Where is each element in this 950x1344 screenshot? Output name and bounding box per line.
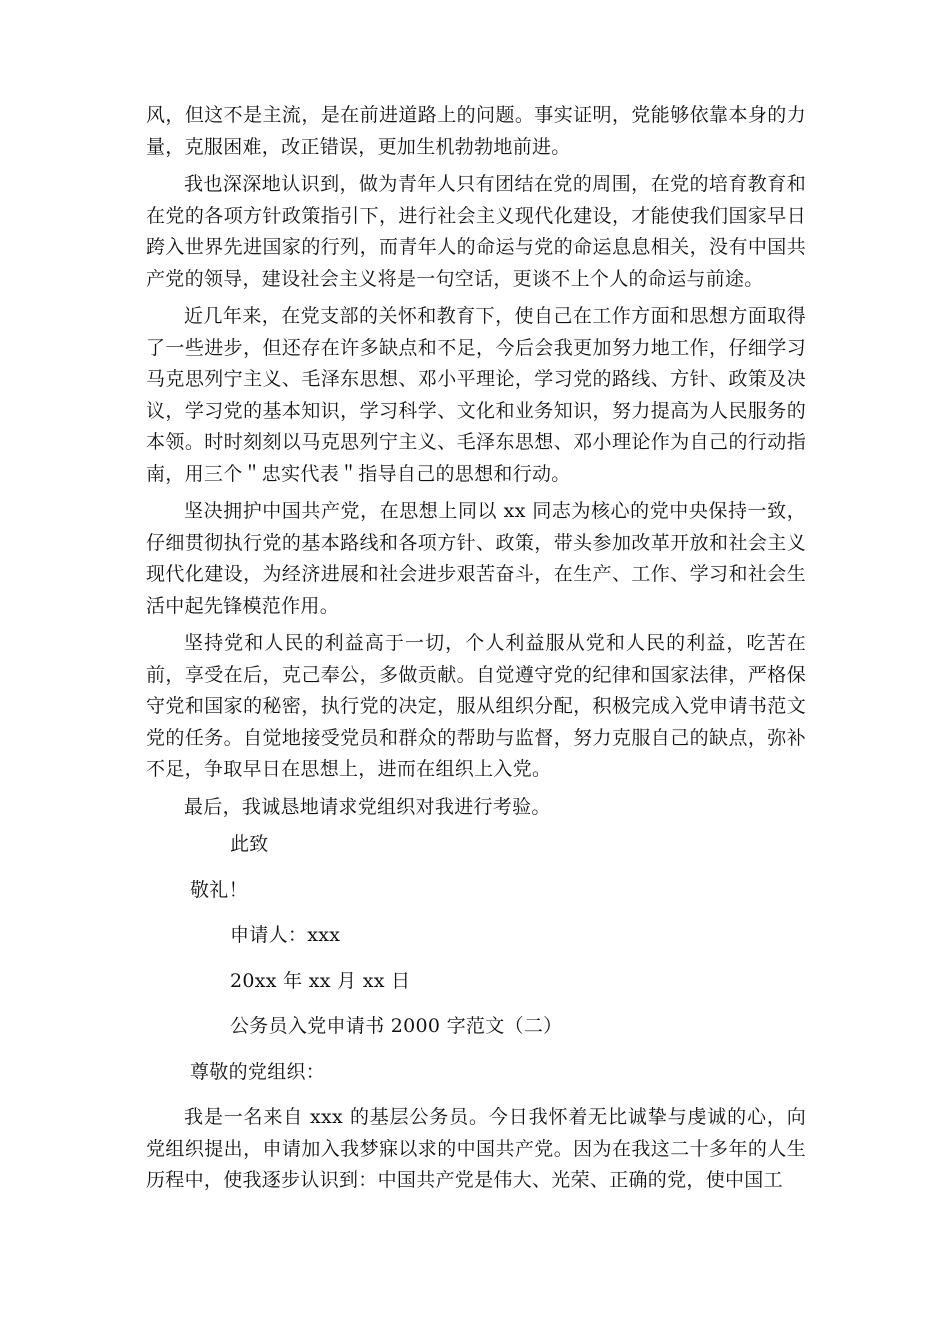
- paragraph: 坚决拥护中国共产党，在思想上同以 xx 同志为核心的党中央保持一致，仔细贯彻执行党的基本路线和各项方针、政策，带头参加改革开放和社会主义现代化建设，为经济进展和社会进步艰苦奋斗，在生产、工作、学习和社会生活中起先锋模范作用。: [146, 500, 806, 617]
- date-line: 20xx 年 xx 月 xx 日: [230, 969, 411, 992]
- section-title: 公务员入党申请书 2000 字范文（二）: [230, 1015, 563, 1037]
- paragraph: 最后，我诚恳地请求党组织对我进行考验。: [184, 795, 551, 818]
- applicant-line: 申请人：xxx: [230, 924, 341, 946]
- paragraph-continued: 风，但这不是主流，是在前进道路上的问题。事实证明，党能够依靠本身的力量，克服困难，改正错误，更加生机勃勃地前进。: [146, 104, 806, 158]
- closing-text: 此致: [230, 833, 269, 855]
- greeting-line: 尊敬的党组织：: [190, 1060, 326, 1083]
- salute-text: 敬礼！: [190, 878, 248, 901]
- paragraph: 坚持党和人民的利益高于一切，个人利益服从党和人民的利益，吃苦在前，享受在后，克己奉公，多做贡献。自觉遵守党的纪律和国家法律，严格保守党和国家的秘密，执行党的决定，服从组织分配，积极完成入党申请书范文党的任务。自觉地接受党员和群众的帮助与监督，努力克服自己的缺点，弥补不足，争取早日在思想上，进而在组织上入党。: [146, 632, 806, 780]
- document-page: [146, 100, 806, 1203]
- paragraph: 近几年来，在党支部的关怀和教育下，使自己在工作方面和思想方面取得了一些进步，但还存在许多缺点和不足，今后会我更加努力地工作，仔细学习马克思列宁主义、毛泽东思想、邓小平理论，学习党的路线、方针、政策及决议，学习党的基本知识，学习科学、文化和业务知识，努力提高为人民服务的本领。时时刻刻以马克思列宁主义、毛泽东思想、邓小理论作为自己的行动指南，用三个＂忠实代表＂指导自己的思想和行动。: [146, 305, 806, 485]
- paragraph: 我是一名来自 xxx 的基层公务员。今日我怀着无比诚挚与虔诚的心，向党组织提出，申请加入我梦寐以求的中国共产党。因为在我这二十多年的人生历程中，使我逐步认识到：中国共产党是伟大、光荣、正确的党，使中国工: [146, 1106, 806, 1191]
- paragraph: 我也深深地认识到，做为青年人只有团结在党的周围，在党的培育教育和在党的各项方针政策指引下，进行社会主义现代化建设，才能使我们国家早日跨入世界先进国家的行列，而青年人的命运与党的命运息息相关，没有中国共产党的领导，建设社会主义将是一句空话，更谈不上个人的命运与前途。: [146, 173, 806, 290]
